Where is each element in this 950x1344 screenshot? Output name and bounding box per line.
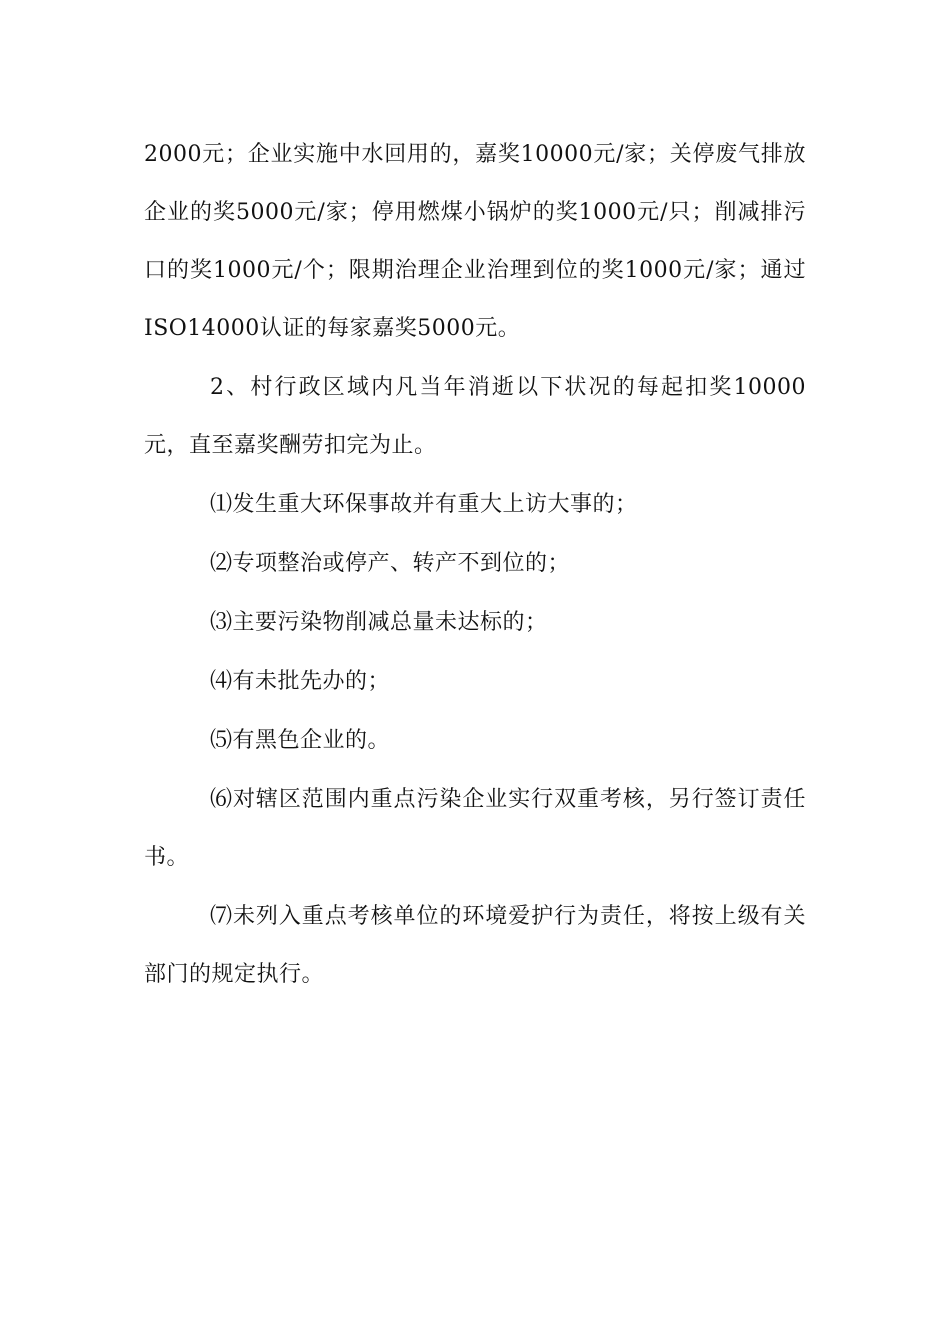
paragraph-deduction-rule: 2、村行政区域内凡当年消逝以下状况的每起扣奖10000元，直至嘉奖酬劳扣完为止。 [144, 375, 806, 458]
list-item-1: ⑴发生重大环保事故并有重大上访大事的； [210, 492, 638, 517]
document-body [144, 126, 806, 1005]
list-item-6: ⑹对辖区范围内重点污染企业实行双重考核，另行签订责任书。 [144, 787, 806, 870]
list-item-2: ⑵专项整治或停产、转产不到位的； [210, 551, 571, 576]
paragraph-reward-continued: 2000元；企业实施中水回用的，嘉奖10000元/家；关停废气排放企业的奖5000元/家；停用燃煤小锅炉的奖1000元/只；削减排污口的奖1000元/个；限期治理企业治理到位的奖1000元/家；通过ISO14000认证的每家嘉奖5000元。 [144, 142, 806, 341]
list-item-3: ⑶主要污染物削减总量未达标的； [210, 610, 548, 635]
list-item-7: ⑺未列入重点考核单位的环境爱护行为责任，将按上级有关部门的规定执行。 [144, 904, 806, 987]
list-item-4: ⑷有未批先办的； [210, 669, 391, 694]
list-item-5: ⑸有黑色企业的。 [210, 728, 391, 753]
